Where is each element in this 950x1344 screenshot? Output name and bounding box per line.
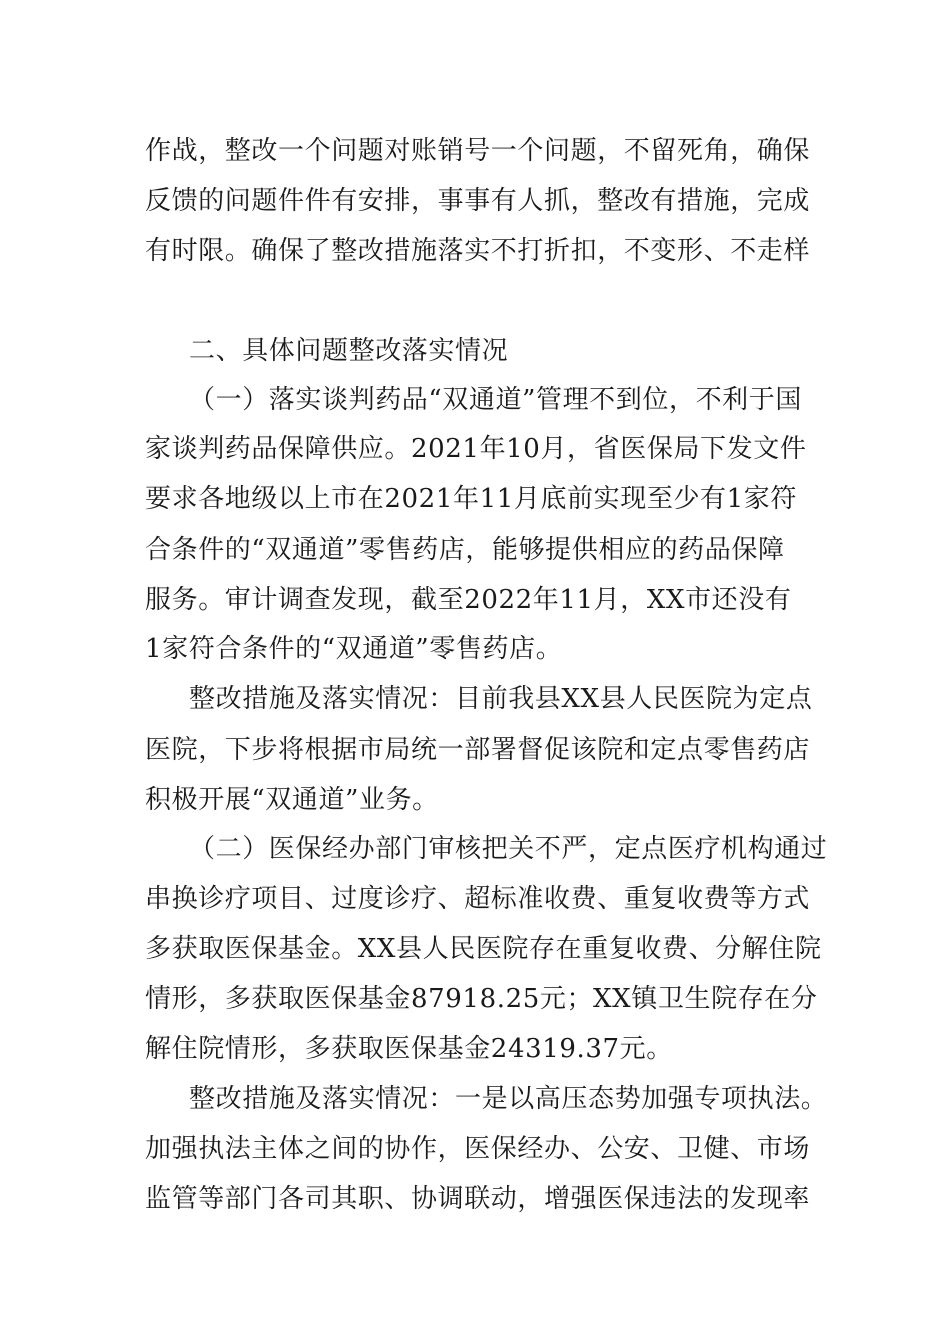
- paragraph-line: 情形，多获取医保基金87918.25元；XX镇卫生院存在分: [145, 984, 818, 1014]
- paragraph-line: 积极开展“双通道”业务。: [145, 785, 439, 815]
- paragraph-line: 加强执法主体之间的协作，医保经办、公安、卫健、市场: [145, 1134, 811, 1164]
- paragraph-line: 监管等部门各司其职、协调联动，增强医保违法的发现率: [145, 1184, 811, 1214]
- paragraph-line: 串换诊疗项目、过度诊疗、超标准收费、重复收费等方式: [145, 884, 811, 914]
- paragraph-line: 整改措施及落实情况：一是以高压态势加强专项执法。: [189, 1084, 828, 1114]
- paragraph-line: 服务。审计调查发现，截至2022年11月，XX市还没有: [145, 585, 792, 615]
- paragraph-line: 1家符合条件的“双通道”零售药店。: [145, 634, 563, 664]
- paragraph-line: 解住院情形，多获取医保基金24319.37元。: [145, 1034, 673, 1064]
- paragraph-line: 要求各地级以上市在2021年11月底前实现至少有1家符: [145, 484, 797, 514]
- paragraph-line: （一）落实谈判药品“双通道”管理不到位，不利于国: [189, 385, 802, 415]
- paragraph-line: 整改措施及落实情况：目前我县XX县人民医院为定点: [189, 684, 813, 714]
- section-heading: 二、具体问题整改落实情况: [189, 336, 509, 366]
- paragraph-line: 作战，整改一个问题对账销号一个问题，不留死角，确保: [145, 136, 811, 166]
- paragraph-line: （二）医保经办部门审核把关不严，定点医疗机构通过: [189, 834, 828, 864]
- paragraph-line: 医院，下步将根据市局统一部署督促该院和定点零售药店: [145, 735, 811, 765]
- paragraph-line: 多获取医保基金。XX县人民医院存在重复收费、分解住院: [145, 934, 822, 964]
- paragraph-line: 合条件的“双通道”零售药店，能够提供相应的药品保障: [145, 535, 785, 565]
- paragraph-line: 有时限。确保了整改措施落实不打折扣，不变形、不走样: [145, 236, 811, 266]
- paragraph-line: 家谈判药品保障供应。2021年10月，省医保局下发文件: [145, 434, 807, 464]
- paragraph-line: 反馈的问题件件有安排，事事有人抓，整改有措施，完成: [145, 186, 811, 216]
